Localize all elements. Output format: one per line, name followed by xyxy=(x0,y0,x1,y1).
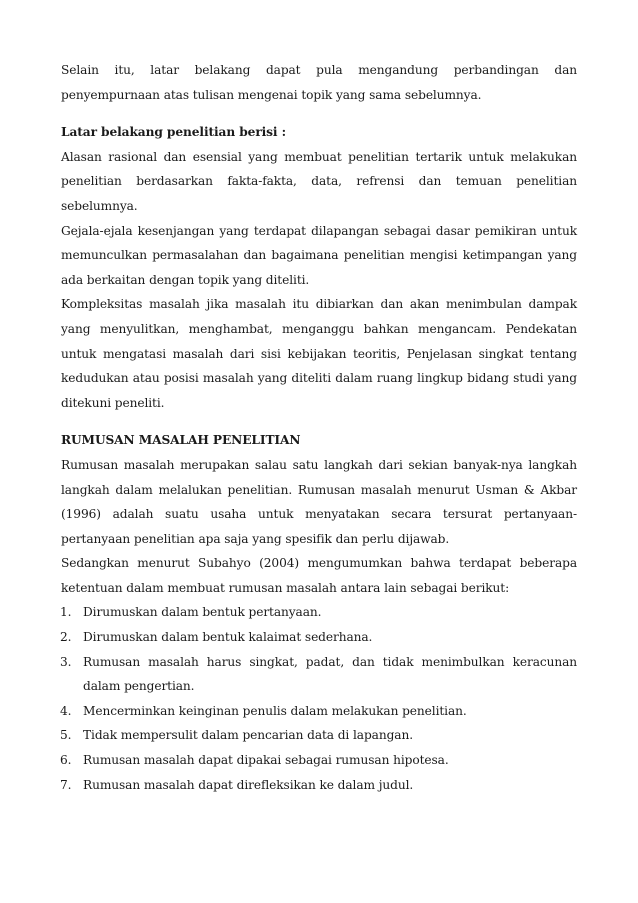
list-item xyxy=(61,748,577,773)
list-number: 3. xyxy=(60,654,72,669)
paragraph-alasan: Alasan rasional dan esensial yang membuat penelitian tertarik untuk melakukan penelitian berdasarkan fakta-fakta, data, refrensi dan temuan penelitian sebelumnya. xyxy=(61,149,577,213)
list-text: Tidak mempersulit dalam pencarian data di lapangan. xyxy=(83,728,413,743)
list-item xyxy=(61,773,577,798)
list-text: Dirumuskan dalam bentuk kalaimat sederhana. xyxy=(83,630,373,645)
list-text: Rumusan masalah dapat direfleksikan ke dalam judul. xyxy=(83,777,414,792)
list-text: Rumusan masalah dapat dipakai sebagai rumusan hipotesa. xyxy=(83,753,449,768)
list-number: 2. xyxy=(60,630,72,645)
section-heading-latar-belakang: Latar belakang penelitian berisi : xyxy=(61,125,286,140)
paragraph-subahyo: Sedangkan menurut Subahyo (2004) mengumumkan bahwa terdapat beberapa ketentuan dalam membuat rumusan masalah antara lain sebagai berikut: xyxy=(61,556,577,595)
list-number: 4. xyxy=(60,703,72,718)
paragraph-rumusan: Rumusan masalah merupakan salau satu langkah dari sekian banyak-nya langkah langkah dalam melalukan penelitian. Rumusan masalah menurut Usman & Akbar (1996) adalah suatu usaha untuk menyatakan secara tersurat pertanyaan-pertanyaan penelitian apa saja yang spesifik dan perlu dijawab. xyxy=(61,457,577,546)
list-item xyxy=(61,723,577,748)
list-number: 5. xyxy=(60,728,72,743)
list-item xyxy=(61,625,577,650)
list-text: Rumusan masalah harus singkat, padat, dan tidak menimbulkan keracunan dalam pengertian. xyxy=(83,654,577,694)
list-number: 7. xyxy=(60,777,72,792)
list-item xyxy=(61,699,577,724)
section-heading-rumusan: RUMUSAN MASALAH PENELITIAN xyxy=(61,433,301,448)
list-number: 1. xyxy=(60,605,72,620)
document-page xyxy=(61,58,577,797)
ketentuan-list xyxy=(61,600,577,797)
list-text: Mencerminkan keinginan penulis dalam melakukan penelitian. xyxy=(83,703,467,718)
intro-paragraph: Selain itu, latar belakang dapat pula mengandung perbandingan dan penyempurnaan atas tulisan mengenai topik yang sama sebelumnya. xyxy=(61,63,577,102)
list-item xyxy=(61,600,577,625)
paragraph-kompleksitas: Kompleksitas masalah jika masalah itu dibiarkan dan akan menimbulan dampak yang menyulitkan, menghambat, menganggu bahkan mengancam. Pendekatan untuk mengatasi masalah dari sisi kebijakan teoritis, Penjelasan singkat tentang kedudukan atau posisi masalah yang diteliti dalam ruang lingkup bidang studi yang ditekuni peneliti. xyxy=(61,297,577,410)
list-text: Dirumuskan dalam bentuk pertanyaan. xyxy=(83,605,322,620)
list-item xyxy=(61,650,577,699)
list-number: 6. xyxy=(60,753,72,768)
paragraph-gejala: Gejala-ejala kesenjangan yang terdapat dilapangan sebagai dasar pemikiran untuk memunculkan permasalahan dan bagaimana penelitian mengisi ketimpangan yang ada berkaitan dengan topik yang diteliti. xyxy=(61,223,577,287)
